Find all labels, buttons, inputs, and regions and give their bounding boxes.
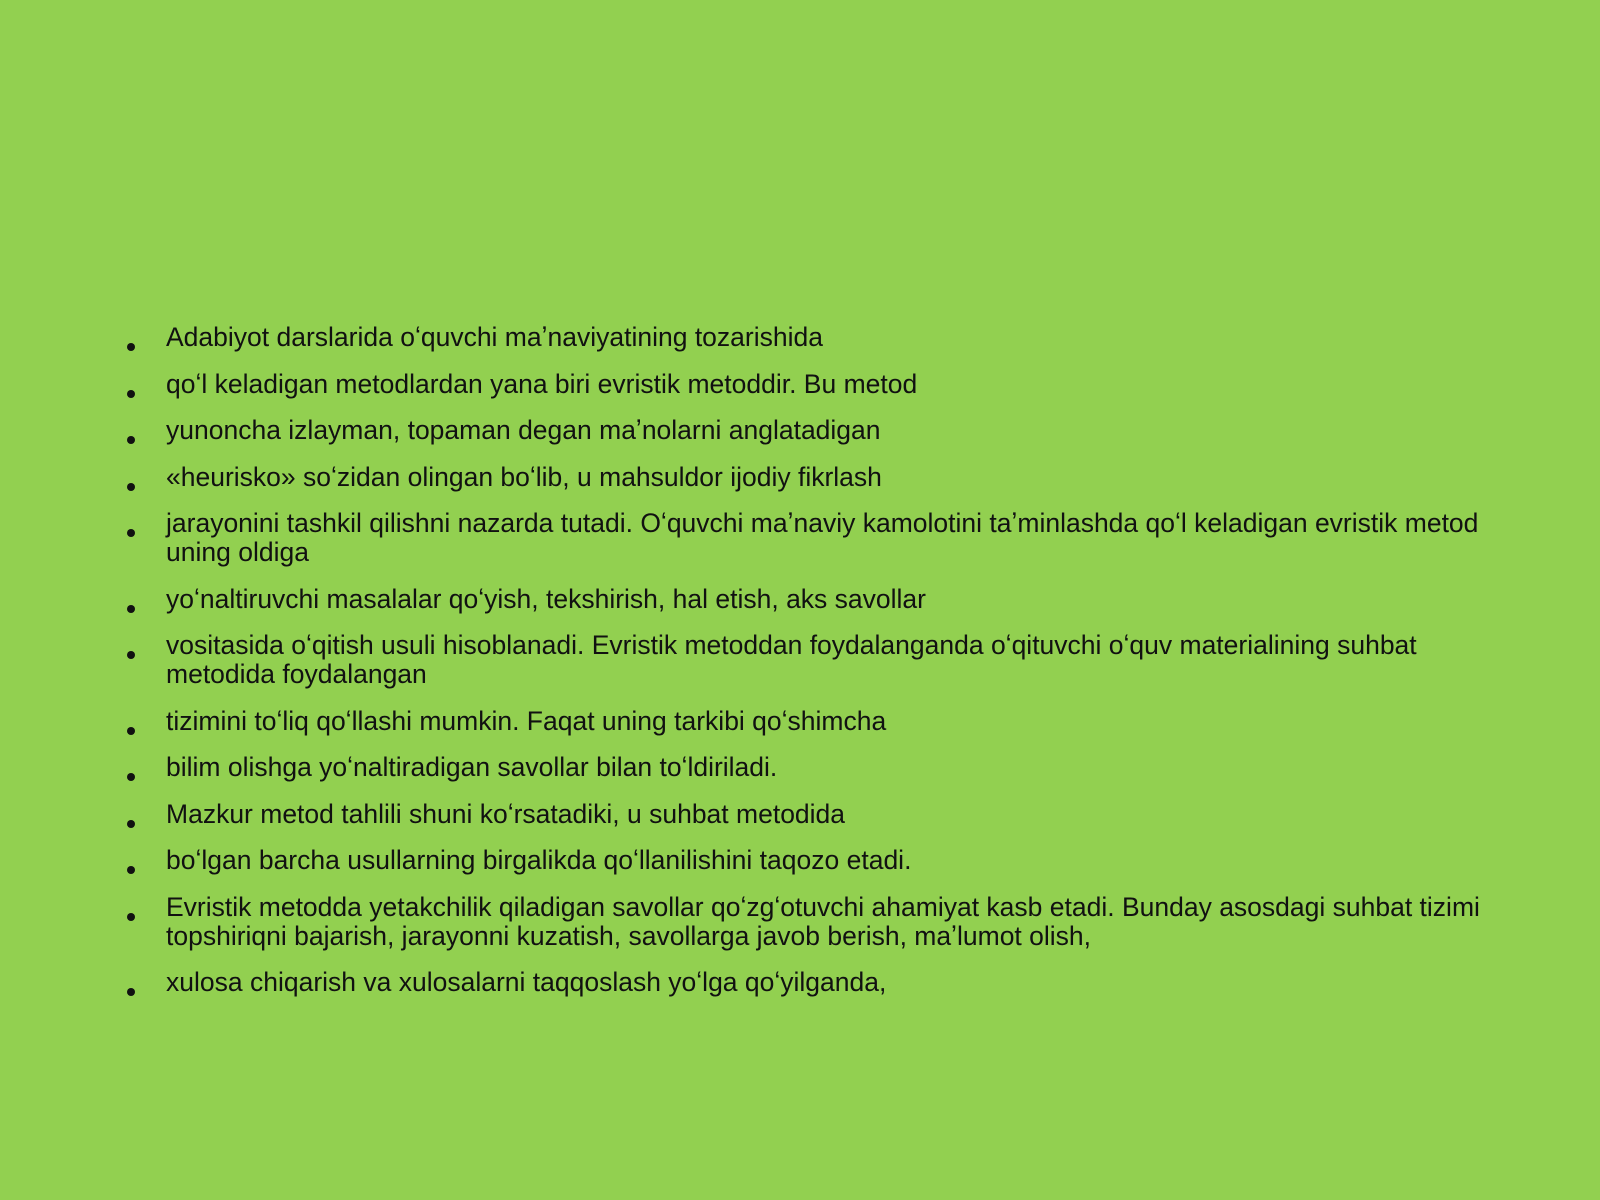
bullet-dot-icon (127, 436, 135, 444)
bullet-list (120, 323, 1480, 1015)
bullet-dot-icon (127, 866, 135, 874)
bullet-text: Evristik metodda yetakchilik qiladigan savollar qoʻzgʻotuvchi ahamiyat kasb etadi. Bunday asosdagi suhbat tizimi topshiriqni bajarish, jarayonni kuzatish, savollarga javob berish, maʼlumot olish, (166, 891, 1480, 951)
bullet-text: qoʻl keladigan metodlardan yana biri evristik metoddir. Bu metod (166, 368, 918, 399)
bullet-dot-icon (127, 773, 135, 781)
bullet-dot-icon (127, 483, 135, 491)
bullet-dot-icon (127, 727, 135, 735)
bullet-item (120, 416, 1480, 445)
bullet-text: Mazkur metod tahlili shuni koʻrsatadiki, u suhbat metodida (166, 798, 846, 829)
bullet-dot-icon (127, 820, 135, 828)
bullet-item (120, 753, 1480, 782)
bullet-item (120, 585, 1480, 614)
bullet-item (120, 509, 1480, 567)
bullet-text: jarayonini tashkil qilishni nazarda tutadi. Oʻquvchi maʼnaviy kamolotini taʼminlashda qoʻl keladigan evristik metod uning oldiga (166, 508, 1479, 567)
bullet-dot-icon (127, 529, 135, 537)
bullet-item (120, 463, 1480, 492)
bullet-text: yunoncha izlayman, topaman degan maʼnolarni anglatadigan (166, 415, 881, 445)
bullet-item (120, 370, 1480, 399)
bullet-text: «heurisko» soʻzidan olingan boʻlib, u mahsuldor ijodiy fikrlash (166, 461, 882, 492)
bullet-item (120, 893, 1480, 951)
bullet-text: bilim olishga yoʻnaltiradigan savollar bilan toʻldiriladi. (166, 752, 778, 782)
bullet-text: Adabiyot darslarida oʻquvchi maʼnaviyatining tozarishida (166, 322, 823, 352)
bullet-dot-icon (127, 651, 135, 659)
bullet-text: boʻlgan barcha usullarning birgalikda qoʻllanilishini taqozo etadi. (166, 845, 912, 875)
bullet-item (120, 968, 1480, 997)
bullet-item (120, 800, 1480, 829)
bullet-dot-icon (127, 988, 135, 996)
bullet-item (120, 707, 1480, 736)
bullet-text: vositasida oʻqitish usuli hisoblanadi. Evristik metoddan foydalanganda oʻqituvchi oʻquv materialining suhbat metodida foydalangan (166, 630, 1417, 689)
bullet-dot-icon (127, 390, 135, 398)
bullet-item (120, 846, 1480, 875)
bullet-dot-icon (127, 913, 135, 921)
bullet-dot-icon (127, 343, 135, 351)
bullet-item (120, 323, 1480, 352)
bullet-text: yoʻnaltiruvchi masalalar qoʻyish, tekshirish, hal etish, aks savollar (166, 583, 926, 614)
bullet-item (120, 631, 1480, 689)
bullet-text: xulosa chiqarish va xulosalarni taqqoslash yoʻlga qoʻyilganda, (166, 967, 887, 997)
bullet-text: tizimini toʻliq qoʻllashi mumkin. Faqat uning tarkibi qoʻshimcha (166, 705, 887, 736)
bullet-dot-icon (127, 605, 135, 613)
